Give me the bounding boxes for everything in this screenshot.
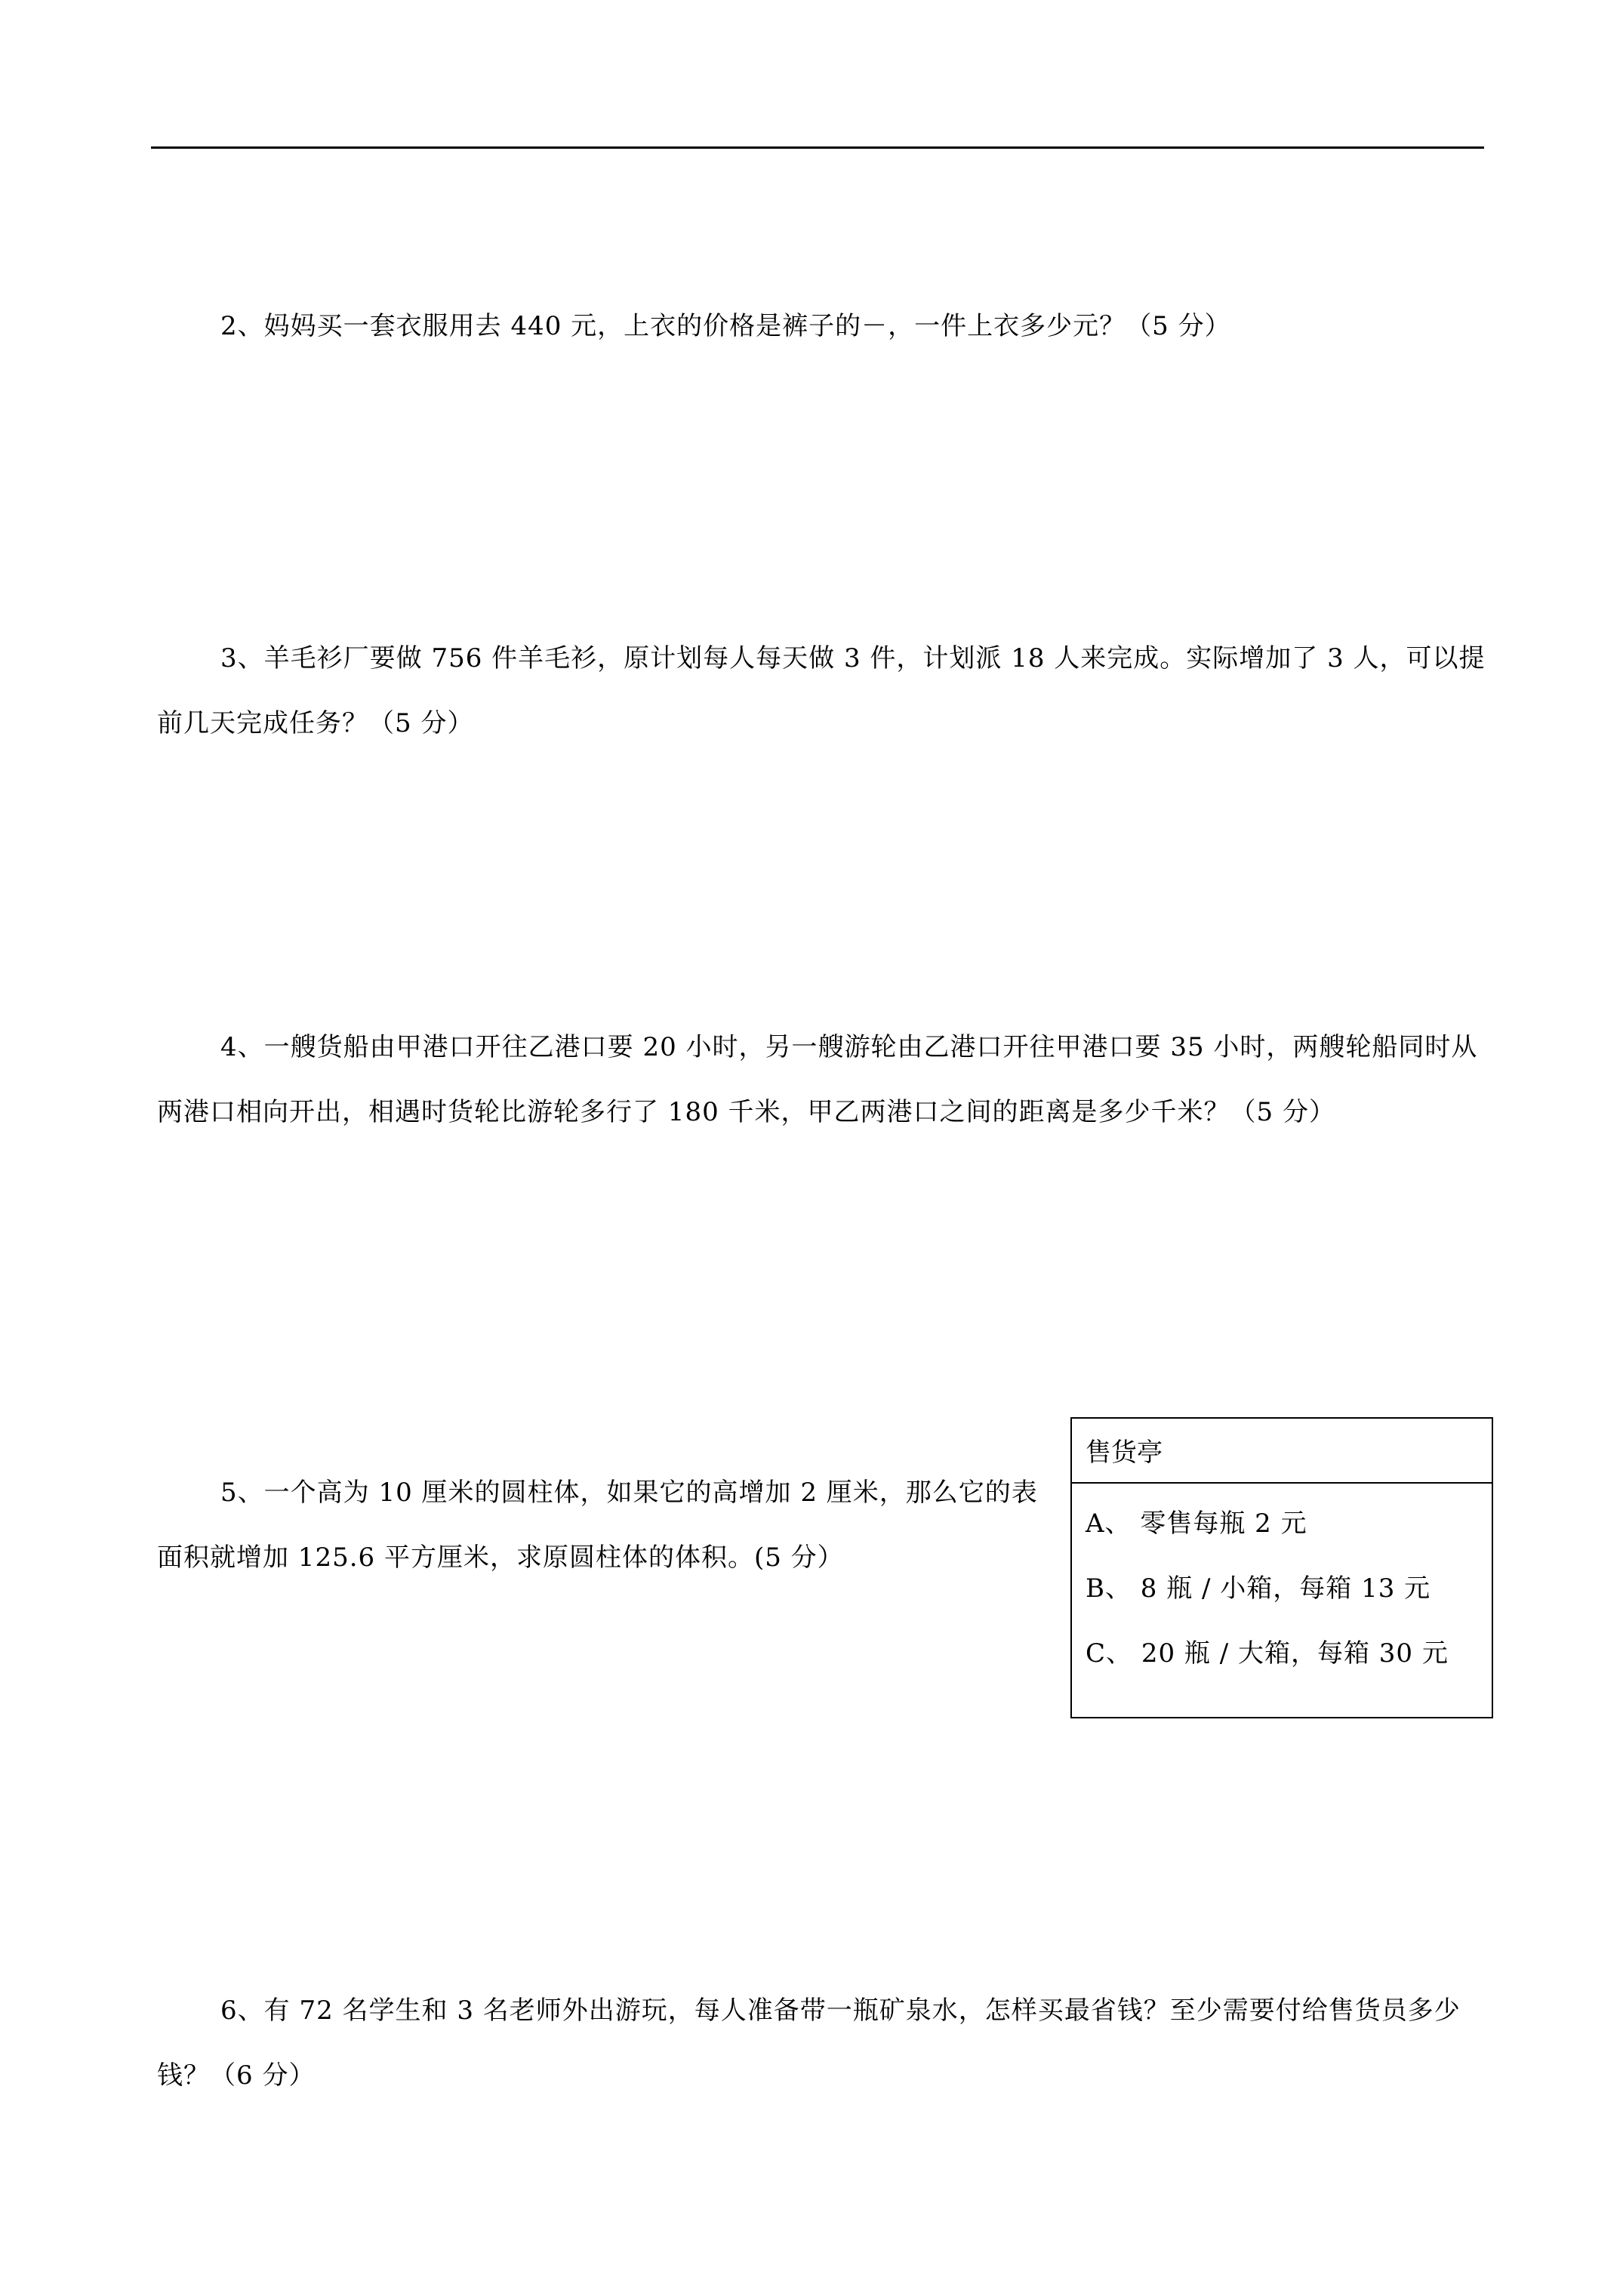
problem-5: 5、一个高为 10 厘米的圆柱体，如果它的高增加 2 厘米，那么它的表面积就增加 125.6 平方厘米，求原圆柱体的体积。(5 分）	[157, 1478, 1038, 1573]
problem-4: 4、一艘货船由甲港口开往乙港口要 20 小时，另一艘游轮由乙港口开往甲港口要 35 小时，两艘轮船同时从两港口相向开出，相遇时货轮比游轮多行了 180 千米，甲乙两港口之间的距离是多少千米？（5 分）	[157, 1032, 1478, 1127]
kiosk-option-a: A、 零售每瓶 2 元	[1086, 1509, 1307, 1539]
kiosk-title: 售货亭	[1072, 1419, 1492, 1484]
kiosk-option-b: B、 8 瓶 / 小箱，每箱 13 元	[1086, 1573, 1431, 1604]
kiosk-price-list	[1072, 1484, 1492, 1686]
kiosk-price-box	[1070, 1417, 1493, 1718]
problem-2: 2、妈妈买一套衣服用去 440 元，上衣的价格是裤子的－，一件上衣多少元？（5 分）	[220, 311, 1231, 341]
problem-3: 3、羊毛衫厂要做 756 件羊毛衫，原计划每人每天做 3 件，计划派 18 人来完成。实际增加了 3 人，可以提前几天完成任务？（5 分）	[157, 643, 1486, 738]
kiosk-option-c: C、 20 瓶 / 大箱，每箱 30 元	[1086, 1638, 1449, 1669]
problem-6: 6、有 72 名学生和 3 名老师外出游玩，每人准备带一瓶矿泉水，怎样买最省钱？至少需要付给售货员多少钱？（6 分）	[157, 1996, 1461, 2091]
header-rule	[151, 146, 1484, 149]
